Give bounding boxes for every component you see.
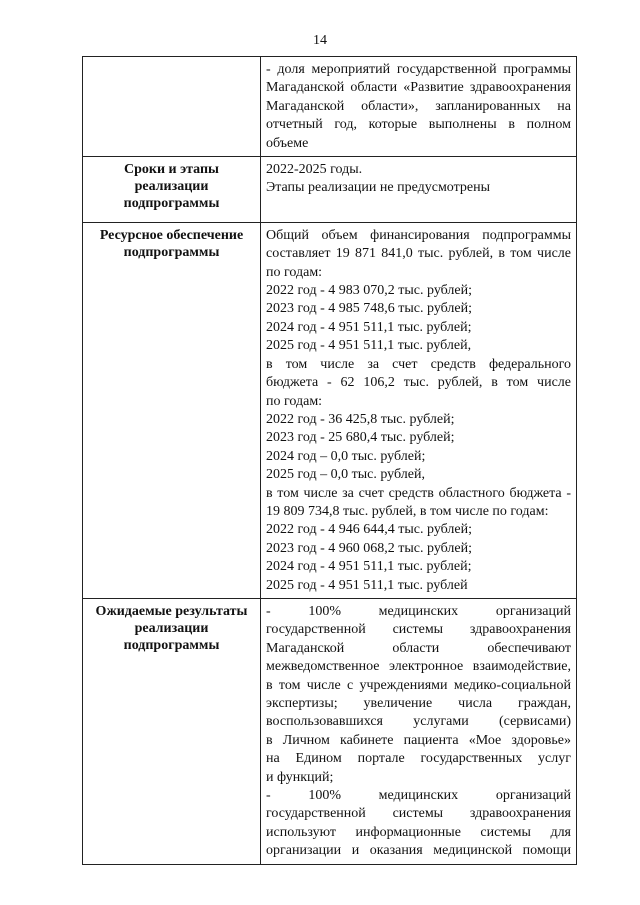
row-value-indicators xyxy=(261,57,577,157)
table-row-resources xyxy=(83,222,577,598)
subprogram-passport-table xyxy=(82,56,577,865)
table-row-timeline xyxy=(83,157,577,223)
text-line: 2025 год – 0,0 тыс. рублей, xyxy=(266,467,425,483)
text-line: 2022 год - 4 983 070,2 тыс. рублей; xyxy=(266,283,473,299)
text-line: в Личном кабинете пациента «Мое здоровье» xyxy=(266,732,571,748)
text-line: объеме xyxy=(266,135,309,151)
text-line: 19 809 734,8 тыс. рублей, в том числе по годам: xyxy=(266,503,549,519)
text-line: 2023 год - 4 985 748,6 тыс. рублей; xyxy=(266,301,473,317)
text-line: экспертизы; увеличение числа граждан, xyxy=(266,696,571,711)
row-value-expected-results xyxy=(261,598,577,864)
text-line: Этапы реализации не предусмотрены xyxy=(266,180,491,196)
row-label-empty xyxy=(83,57,261,157)
text-line: межведомственное электронное взаимодействие, xyxy=(266,659,571,675)
text-line: в том числе за счет средств областного бюджета - xyxy=(266,485,571,501)
page-number: 14 xyxy=(313,33,327,48)
row-value-resources xyxy=(261,222,577,598)
table-row-expected-results xyxy=(83,598,577,864)
text-line: Магаданской области обеспечивают xyxy=(266,640,571,656)
table-row-indicators xyxy=(83,57,577,157)
text-line: Общий объем финансирования подпрограммы xyxy=(266,227,571,243)
text-line: 2024 год - 4 951 511,1 тыс. рублей; xyxy=(266,319,472,335)
text-line: Магаданской области «Развитие здравоохранения xyxy=(266,80,571,96)
text-line: - 100% медицинских организаций xyxy=(266,603,571,619)
text-line: Магаданской области», запланированных на xyxy=(266,98,571,114)
text-line: на Едином портале государственных услуг xyxy=(266,751,571,767)
text-line: государственной системы здравоохранения xyxy=(266,622,571,638)
text-line: - доля мероприятий государственной программы xyxy=(266,62,571,77)
row-label-timeline: Сроки и этапы реализации подпрограммы xyxy=(83,157,261,223)
text-line: бюджета - 62 106,2 тыс. рублей, в том числе xyxy=(266,375,571,391)
text-line: 2022 год - 4 946 644,4 тыс. рублей; xyxy=(266,522,473,538)
text-line: 2024 год – 0,0 тыс. рублей; xyxy=(266,448,426,464)
text-line: 2024 год - 4 951 511,1 тыс. рублей; xyxy=(266,559,472,575)
text-line: - 100% медицинских организаций xyxy=(266,788,571,804)
text-line: 2022 год - 36 425,8 тыс. рублей; xyxy=(266,411,455,427)
text-line: и функций; xyxy=(266,769,334,785)
text-line: отчетный год, которые выполнены в полном xyxy=(266,117,571,133)
text-line: в том числе за счет средств федерального xyxy=(266,356,571,372)
text-line: 2022-2025 годы. xyxy=(266,162,363,178)
text-line: 2025 год - 4 951 511,1 тыс. рублей xyxy=(266,577,468,593)
text-line: 2023 год - 4 960 068,2 тыс. рублей; xyxy=(266,540,473,556)
text-line: государственной системы здравоохранения xyxy=(266,806,571,822)
text-line: воспользовавшихся услугами (сервисами) xyxy=(266,714,571,730)
text-line: составляет 19 871 841,0 тыс. рублей, в том числе xyxy=(266,246,571,262)
text-line: по годам: xyxy=(266,393,323,409)
row-value-timeline xyxy=(261,157,577,223)
text-line: используют информационные системы для xyxy=(266,824,571,840)
row-label-resources: Ресурсное обеспечение подпрограммы xyxy=(83,222,261,598)
text-line: 2023 год - 25 680,4 тыс. рублей; xyxy=(266,430,455,446)
text-line: в том числе с учреждениями медико-социальной xyxy=(266,677,571,693)
row-label-expected-results: Ожидаемые результаты реализации подпрограммы xyxy=(83,598,261,864)
text-line: 2025 год - 4 951 511,1 тыс. рублей, xyxy=(266,338,472,354)
text-line: по годам: xyxy=(266,264,323,280)
text-line: организации и оказания медицинской помощи xyxy=(266,843,571,859)
